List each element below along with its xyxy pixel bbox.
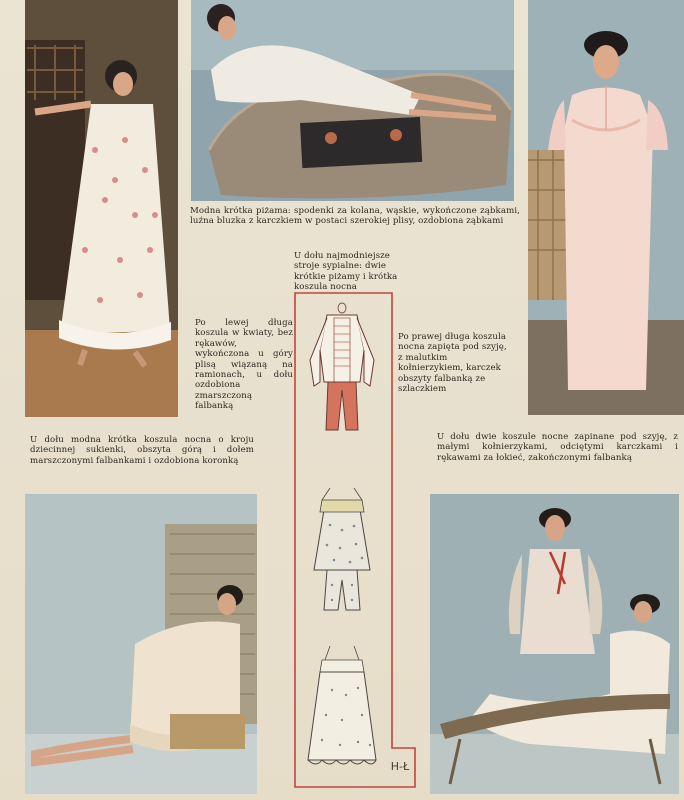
caption-bottom-left-nightdress: U dołu modna krótka koszula nocna o kroju dziecinnej sukienki, obszyta górą i dołem marszczonymi falbankami i ozdobiona koronką (30, 435, 254, 466)
photo-two-buttoned-nightgowns (430, 494, 679, 794)
caption-bottom-right-two-gowns: U dołu dwie koszule nocne zapinane pod szyję, z małymi kołnierzykami, odciętymi karczkami i rękawami za łokieć, zakończonymi falbanką (437, 432, 678, 463)
caption-top-pajamas: Modna krótka piżama: spodenki za kolana, wąskie, wykończone ząbkami, luźna bluzka z karczkiem w postaci szerokiej plisy, ozdobiona ząbkami (190, 206, 520, 227)
photo-buttoned-long-nightgown (528, 0, 684, 415)
fashion-sketches-panel (292, 290, 418, 790)
artist-signature: H-Ł (390, 760, 410, 773)
caption-right-buttoned-gown: Po prawej długa koszula nocna zapięta pod szyję, z malutkim kołnierzykiem, karczek obszyty falbanką ze szlaczkiem (398, 332, 507, 395)
sketch-pajama-short (314, 488, 370, 610)
sketch-pajama-long-sleeve (310, 303, 374, 430)
sketch-short-nightdress (308, 646, 376, 764)
photo-short-pajamas-on-rug (191, 0, 514, 201)
photo-floral-long-nightgown (25, 0, 178, 417)
caption-left-floral-gown: Po lewej długa koszula w kwiaty, bez rękawów, wykończona u góry plisą wiązaną na ramionach, u dołu ozdobiona zmarszczoną falbanką (195, 318, 293, 412)
caption-sketches-intro: U dołu najmodniejsze stroje sypialne: dwie krótkie piżamy i krótka koszula nocna (294, 251, 398, 293)
photo-short-nightdress-seated (25, 494, 257, 794)
